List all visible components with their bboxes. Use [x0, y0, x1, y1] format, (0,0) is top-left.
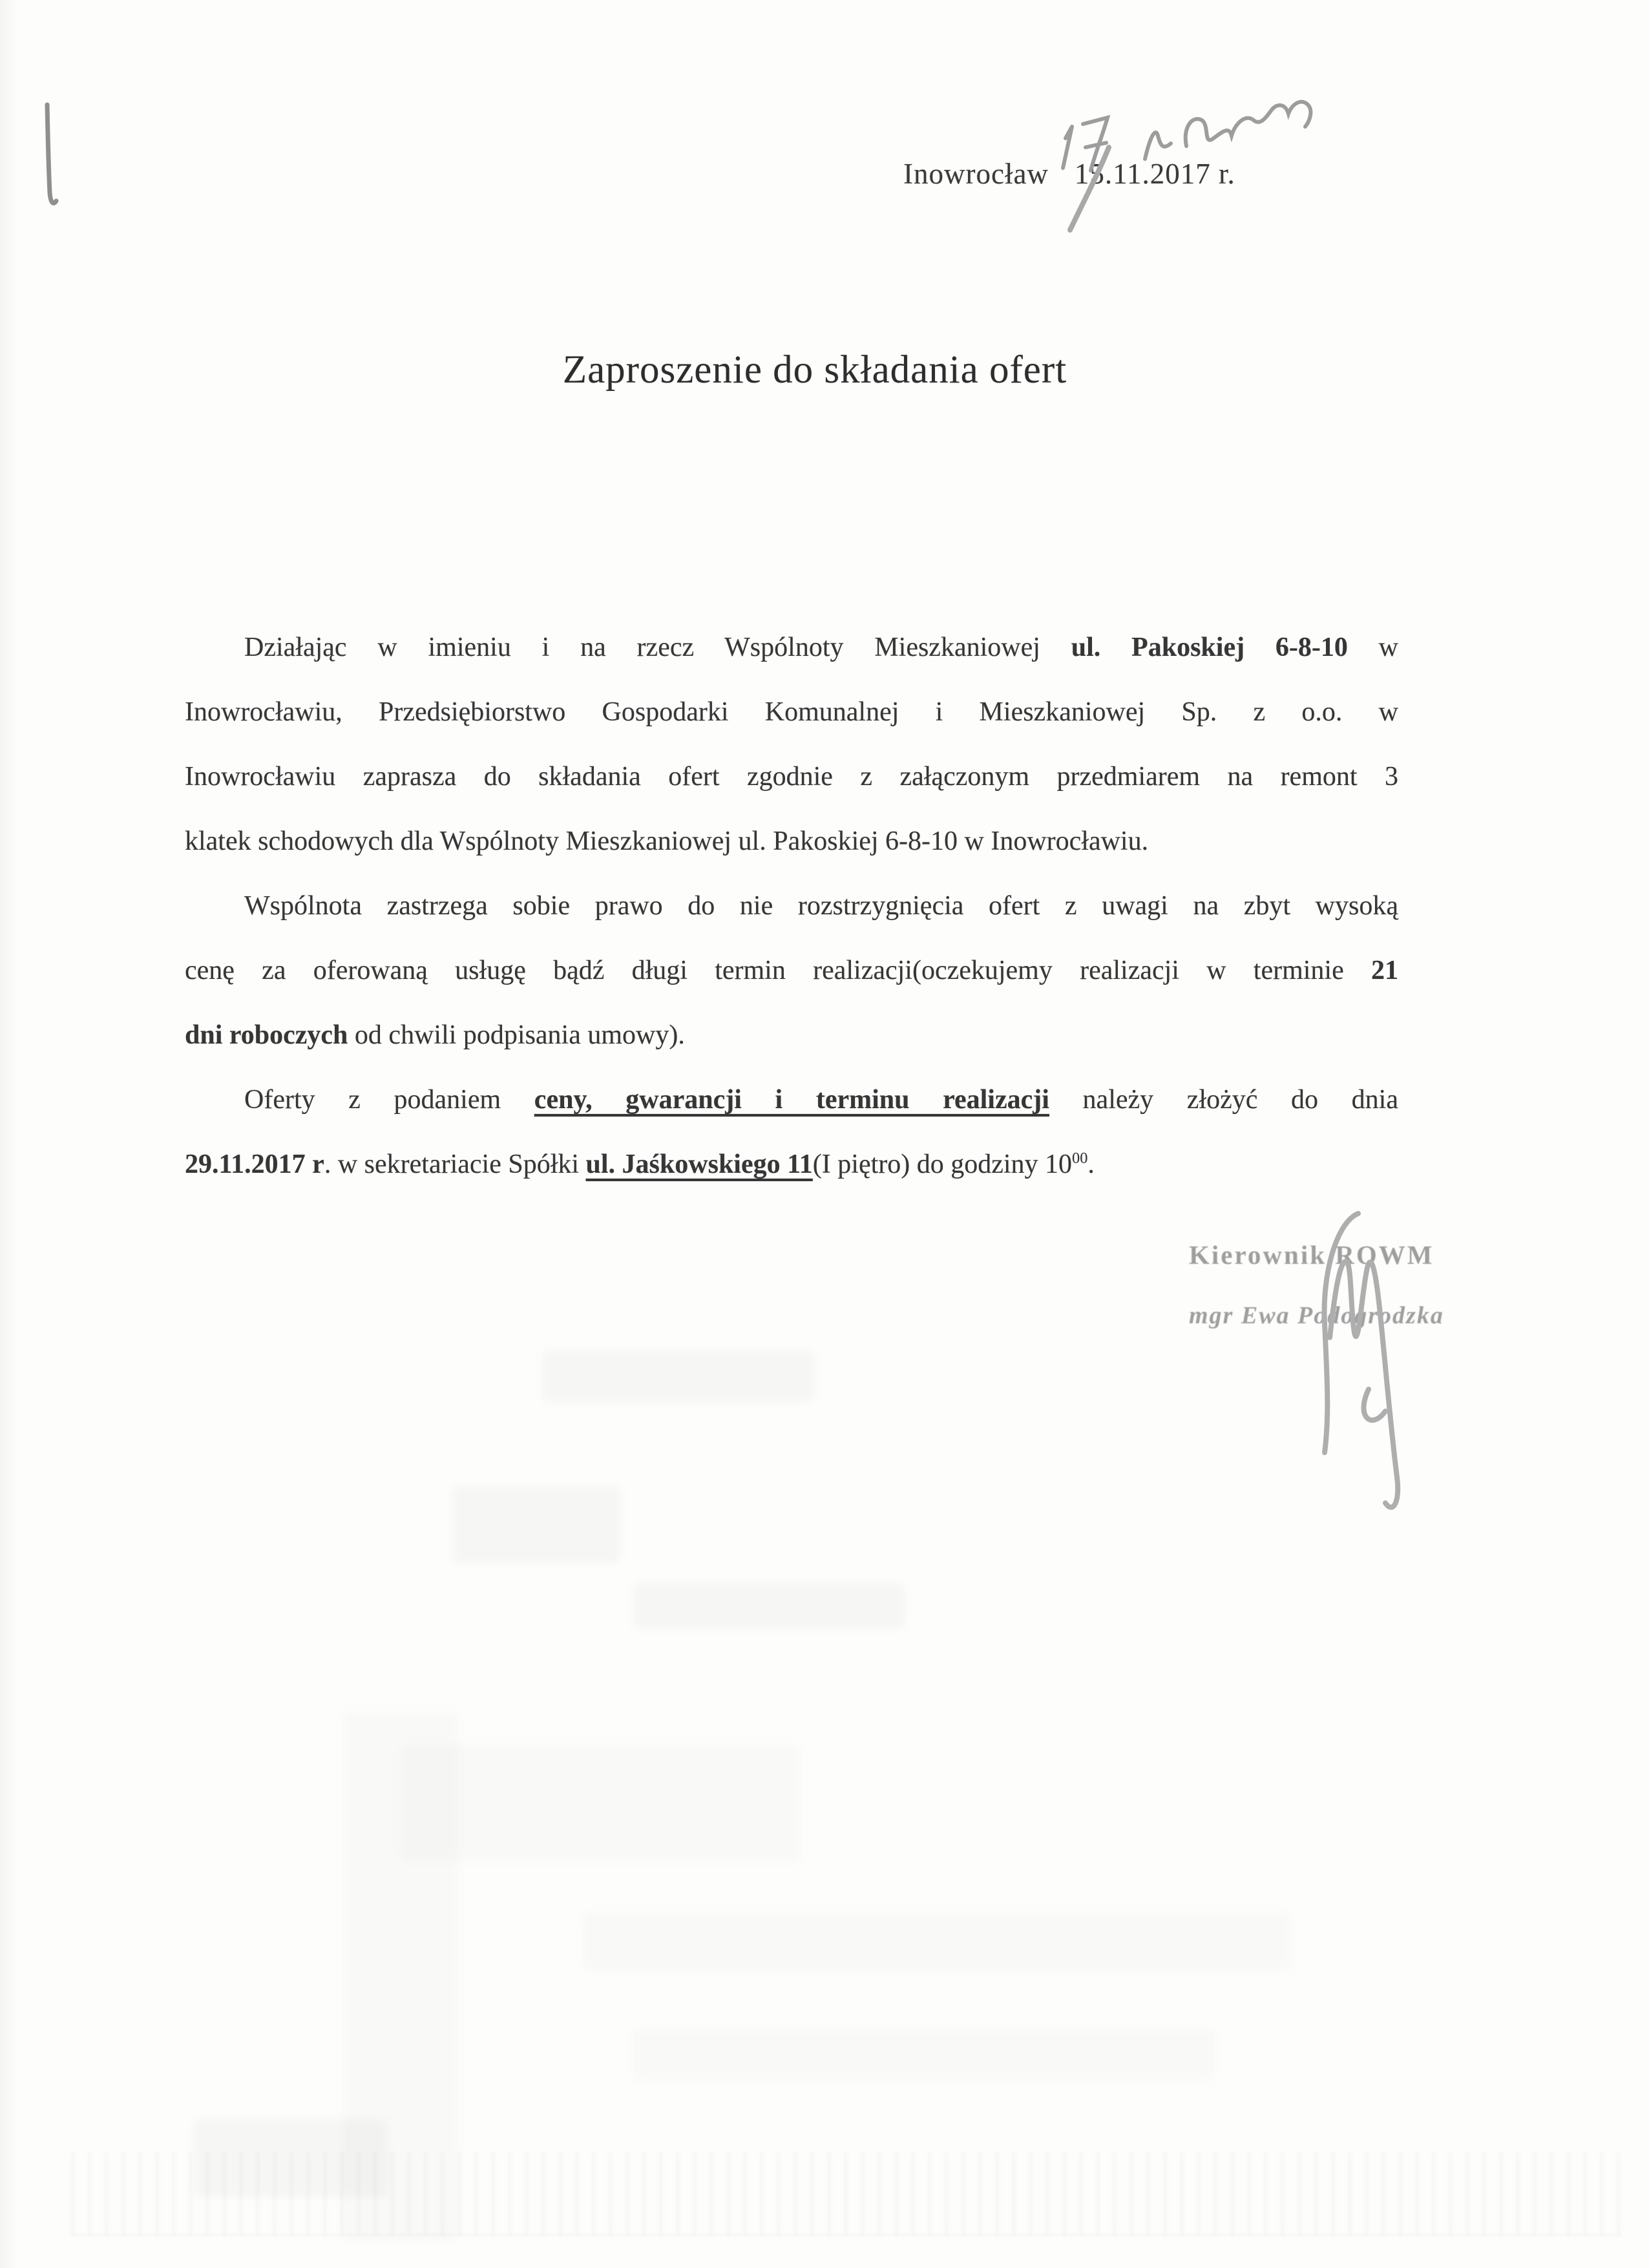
paragraph-2-line-3 [185, 1003, 1398, 1067]
text-segment: Działając w imieniu i na rzecz Wspólnoty Mieszkaniowej [244, 633, 1071, 662]
stamp-role-label: Kierownik ROWM [1189, 1240, 1434, 1270]
date-value: 15.11.2017 r. [1074, 158, 1235, 190]
bleedthrough-smudge [633, 1583, 905, 1628]
stamp-name-label: mgr Ewa Podogrodzka [1189, 1302, 1444, 1329]
text-segment: ceny, gwarancji i terminu realizacji [534, 1085, 1049, 1115]
paragraph-1-line-3 [185, 744, 1398, 809]
city-label: Inowrocław [903, 158, 1049, 190]
paragraph-2-line-2 [185, 938, 1398, 1003]
margin-pen-mark [47, 105, 56, 203]
text-segment: klatek schodowych dla Wspólnoty Mieszkaniowej ul. Pakoskiej 6-8-10 w Inowrocławiu. [185, 826, 1149, 856]
text-segment: . [1087, 1150, 1095, 1179]
body-text [185, 615, 1398, 1197]
scan-edge-shade [0, 0, 17, 2268]
text-segment: 21 [1371, 956, 1398, 985]
bleedthrough-smudge [401, 1745, 801, 1861]
text-segment: Wspólnota zastrzega sobie prawo do nie rozstrzygnięcia ofert z uwagi na zbyt wysoką [244, 891, 1398, 921]
paragraph-1-line-1 [185, 615, 1398, 680]
page-title: Zaproszenie do składania ofert [562, 348, 1067, 392]
text-segment: ul. Pakoskiej 6-8-10 [1071, 633, 1348, 662]
paragraph-3-line-1 [185, 1067, 1398, 1132]
text-segment: od chwili podpisania umowy). [348, 1020, 685, 1050]
paragraph-2-line-1 [185, 874, 1398, 938]
paragraph-1-line-4 [185, 809, 1398, 874]
signature-stamp [1189, 1239, 1444, 1330]
bleedthrough-smudge [582, 1913, 1292, 1971]
paragraph-3-line-2 [185, 1132, 1398, 1197]
text-segment: (I piętro) do godziny 10 [812, 1150, 1073, 1179]
text-segment: dni roboczych [185, 1020, 348, 1050]
text-segment: należy złożyć do dnia [1049, 1085, 1398, 1115]
text-segment: ul. Jaśkowskiego 11 [585, 1150, 813, 1179]
bleedthrough-smudge [633, 2029, 1215, 2081]
text-segment: w [1347, 633, 1399, 662]
date-line [903, 157, 1235, 191]
text-segment: cenę za oferowaną usługę bądź długi termin realizacji(oczekujemy realizacji w terminie [185, 956, 1371, 985]
bleedthrough-smudge [452, 1486, 620, 1564]
text-segment: Inowrocławiu zaprasza do składania ofert zgodnie z załączonym przedmiarem na remont 3 [185, 762, 1398, 792]
text-segment: 29.11.2017 r [185, 1150, 324, 1179]
bleedthrough-smudge [543, 1350, 814, 1402]
handwritten-initials [1145, 102, 1310, 159]
text-segment: 00 [1072, 1150, 1088, 1167]
text-segment: . w sekretariacie Spółki [324, 1150, 586, 1179]
text-segment: Oferty z podaniem [244, 1085, 534, 1115]
scan-bottom-texture [71, 2152, 1622, 2236]
text-segment: Inowrocławiu, Przedsiębiorstwo Gospodarki Komunalnej i Mieszkaniowej Sp. z o.o. w [185, 697, 1398, 727]
paragraph-1-line-2 [185, 680, 1398, 744]
